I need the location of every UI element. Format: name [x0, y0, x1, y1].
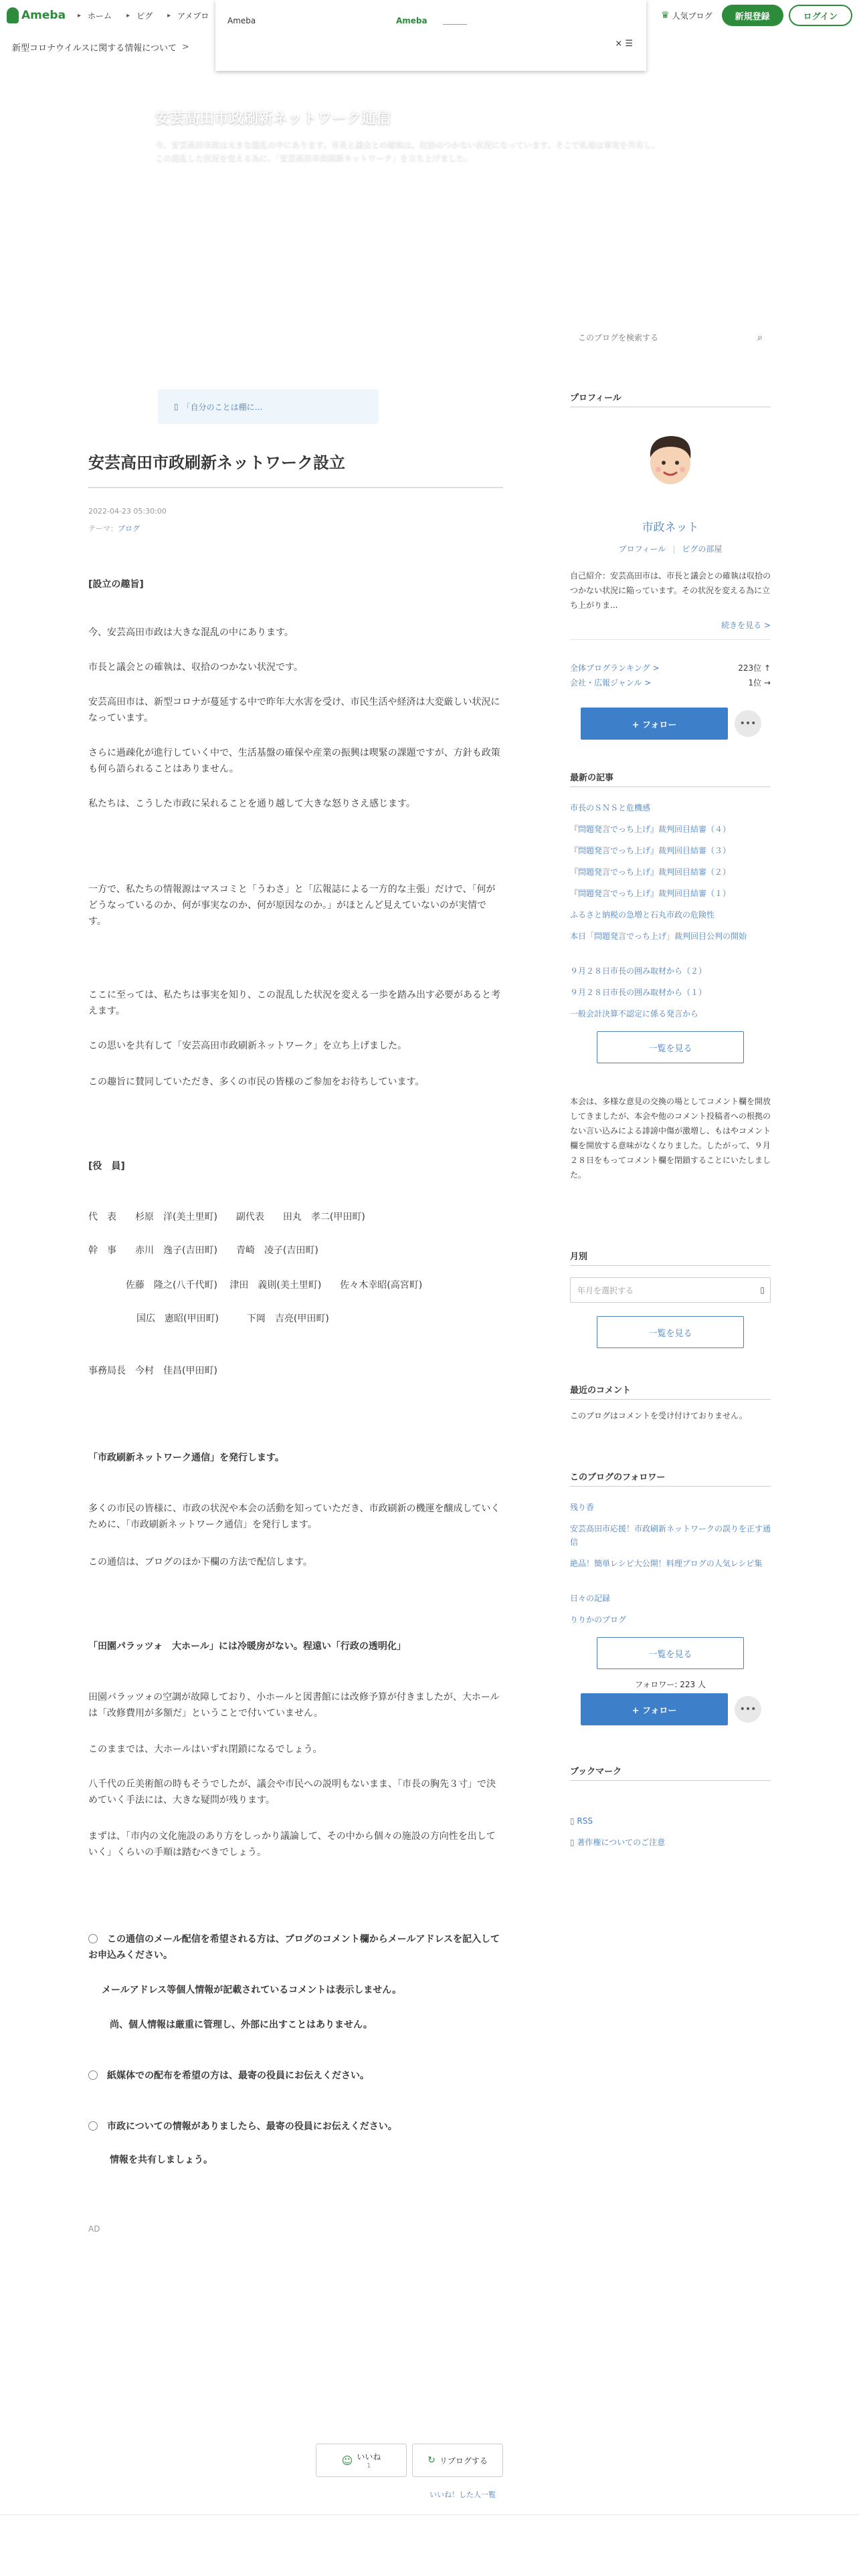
post-title[interactable]: 安芸高田市政刷新ネットワーク設立	[88, 453, 345, 472]
cloud	[549, 167, 803, 227]
post-theme	[88, 523, 140, 534]
blog-nav-top-label: ブログトップ	[95, 333, 143, 342]
blog-nav-images[interactable]	[231, 332, 272, 343]
sidebar-divider	[570, 1486, 771, 1487]
avatar[interactable]	[637, 424, 704, 491]
blog-search-input[interactable]	[570, 326, 749, 350]
nav-pigg[interactable]	[126, 10, 153, 21]
post-date: 2022-04-23 05:30:00	[88, 507, 167, 516]
chevron-right-icon: >	[181, 41, 189, 52]
post-paragraph: 情報を共有しましょう。	[110, 2155, 213, 2165]
intro-link[interactable]	[158, 389, 379, 424]
ranking-value: 1位 →	[748, 678, 771, 687]
profile-name[interactable]: 市政ネット	[642, 521, 699, 534]
login-button[interactable]: ログイン	[789, 5, 852, 26]
ranking-label: 会社・広報ジャンル >	[570, 678, 652, 687]
chevron-down-icon: ▯	[760, 1285, 765, 1295]
post-paragraph: 代 表 杉原 洋(美土里町) 副代表 田丸 孝二(甲田町)	[88, 1212, 365, 1222]
title-divider	[88, 487, 503, 488]
post-paragraph: 事務局長 今村 佳昌(甲田町)	[88, 1366, 217, 1376]
separator: |	[672, 544, 676, 554]
post-paragraph: [設立の趣旨]	[88, 579, 144, 590]
cloud	[174, 174, 455, 227]
nav-amepro[interactable]	[167, 10, 209, 21]
more-options-button[interactable]: •••	[735, 710, 761, 737]
followers-heading: このブログのフォロワー	[570, 1473, 666, 1483]
search-icon[interactable]: ⌕	[757, 332, 763, 343]
pigg-room-link[interactable]: ピグの部屋	[682, 544, 723, 554]
followers-more-button[interactable]: 一覧を見る	[597, 1637, 744, 1669]
recent-item[interactable]: 本日「問題発言でっち上げ」裁判回目公判の開始	[570, 932, 747, 941]
blog-nav-top[interactable]	[87, 332, 143, 343]
signup-button[interactable]: 新規登録	[722, 5, 783, 26]
recent-item[interactable]: 『問題発言でっち上げ』裁判回目結審（４）	[570, 825, 731, 834]
blog-nav	[87, 332, 296, 343]
profile-heading: プロフィール	[570, 393, 622, 403]
like-button[interactable]	[316, 2444, 407, 2477]
nav-pigg-label: ピグ	[136, 11, 153, 21]
header-actions	[661, 5, 852, 26]
post-paragraph: 「田園パラッツォ 大ホール」には冷暖房がない。程遠い「行政の透明化」	[88, 1641, 406, 1652]
sidebar-divider	[570, 1265, 771, 1266]
ad-underline	[443, 24, 467, 25]
recent-item[interactable]: ９月２８日市長の囲み取材から（１）	[570, 988, 707, 997]
ranking-label: 全体ブログランキング >	[570, 663, 660, 673]
popular-blogs-label: 人気ブログ	[672, 11, 712, 21]
radio-paragraph-2	[88, 2068, 503, 2084]
radio-text: この通信のメール配信を希望される方は、ブログのコメント欄からメールアドレスを記入してお申込みください。	[88, 1934, 500, 1961]
theme-link[interactable]: ブログ	[118, 524, 140, 533]
ameba-logo[interactable]	[7, 7, 66, 23]
rss-label: RSS	[577, 1816, 593, 1826]
post-paragraph: 「市政刷新ネットワーク通信」を発行します。	[88, 1453, 284, 1463]
comments-heading: 最近のコメント	[570, 1386, 632, 1396]
document-icon: ▯	[570, 1838, 577, 1847]
follower-item[interactable]: 絶品！簡単レシピ大公開！料理ブログの人気レシピ集	[570, 1559, 763, 1568]
copyright-link[interactable]	[570, 1836, 665, 1848]
ameba-logo-text: Ameba	[21, 9, 66, 22]
sidebar-divider	[570, 1780, 771, 1781]
recent-more-button[interactable]: 一覧を見る	[597, 1031, 744, 1063]
recent-item[interactable]: 『問題発言でっち上げ』裁判回目結審（２）	[570, 867, 731, 877]
radio-paragraph-3	[88, 2119, 503, 2135]
ad-label: AD	[88, 2224, 100, 2234]
nav-home[interactable]	[78, 10, 112, 21]
post-paragraph: 今、安芸高田市政は大きな混乱の中にあります。	[88, 627, 294, 638]
post-paragraph: この趣旨に賛同していただき、多くの市民の皆様のご参加をお待ちしています。	[88, 1077, 425, 1087]
ad-label: Ameba	[227, 16, 256, 25]
profile-links	[570, 543, 771, 554]
nav-home-label: ホーム	[88, 11, 112, 21]
list-icon: ▯	[167, 333, 171, 342]
bookmark-heading: ブックマーク	[570, 1767, 622, 1777]
sidebar-divider	[570, 1399, 771, 1400]
pig-icon: ▸	[126, 12, 130, 19]
image-icon: ▯	[231, 333, 235, 342]
ranking-value: 223位 ↑	[738, 663, 771, 673]
ranking-overall[interactable]	[570, 662, 771, 673]
ad-overlay	[215, 0, 646, 71]
month-select-value: 年月を選択する	[577, 1285, 634, 1295]
recent-heading: 最新の記事	[570, 773, 614, 783]
liked-users-link[interactable]: いいね！した人一覧	[430, 2490, 496, 2499]
like-text	[357, 2451, 381, 2470]
sidebar-divider	[570, 639, 771, 640]
blog-nav-entries-label: 記事一覧	[175, 333, 207, 342]
copyright-label: 著作権についてのご注意	[577, 1838, 666, 1847]
post-paragraph: 市長と議会との確執は、収拾のつかない状況です。	[88, 662, 303, 673]
post-paragraph: [役 員]	[88, 1161, 125, 1172]
post-paragraph: さらに過疎化が進行していく中で、生活基盤の確保や産業の振興は喫緊の課題ですが、方針も政策も何ら語られることはありません。	[88, 748, 500, 774]
ranking-genre[interactable]	[570, 677, 771, 688]
notice-text: 新型コロナウイルスに関する情報について	[12, 43, 177, 53]
nav-amepro-label: アメプロ	[177, 11, 209, 21]
rss-icon: ▯	[570, 1816, 577, 1826]
profile-intro: 自己紹介：安芸高田市は、市長と議会との確執は収拾のつかない状況に陥っています。その状況を変える為に立ち上がりま...	[570, 571, 771, 610]
recent-item[interactable]: 市長のＳＮＳと危機感	[570, 803, 651, 813]
blog-title[interactable]: 安芸高田市政刷新ネットワーク通信	[155, 110, 391, 127]
like-icon: ☺	[341, 2454, 353, 2467]
follow-button-2[interactable]: + フォロー	[581, 1693, 728, 1725]
home-icon: ▸	[78, 12, 82, 19]
follower-item[interactable]: 安芸高田市応援！市政刷新ネットワークの誤りを正す通信	[570, 1524, 771, 1547]
footer-divider	[0, 2514, 859, 2515]
month-more-button[interactable]: 一覧を見る	[597, 1316, 744, 1348]
reblog-button[interactable]	[412, 2444, 503, 2477]
post-paragraph: 国広 憲昭(甲田町) 下岡 吉亮(甲田町)	[136, 1313, 329, 1324]
post-paragraph: 尚、個人情報は厳重に管理し、外部に出すことはありません。	[110, 2020, 373, 2030]
comment-policy: 本会は、多様な意見の交換の場としてコメント欄を開放してきましたが、本会や他のコメント投稿者への根拠のない言い込みによる誹謗中傷が激増し、もはやコメント欄を開放する意味がなくなりました。したがって、９月２８日をもってコメント欄を閉鎖することにいたしました。	[570, 1097, 771, 1180]
blog-description: 今、安芸高田市政は大きな混乱の中にあります。市長と議会との確執は、収拾のつかない状況になっています。そこで私達は事実を共有し、この混乱した状況を変える為に、「安芸高田市政刷新ネットワーク」を立ち上げました。	[155, 140, 660, 163]
radio-circle-icon	[88, 2070, 98, 2080]
post-paragraph: 幹 事 赤川 逸子(吉田町) 青崎 凌子(吉田町)	[88, 1245, 318, 1256]
post-paragraph: ここに至っては、私たちは事実を知り、この混乱した状況を変える一歩を踏み出す必要があると考えます。	[88, 990, 500, 1016]
treeline	[0, 234, 859, 294]
radio-text: 市政についての情報がありましたら、最寄の役員にお伝えください。	[107, 2121, 397, 2132]
blog-search	[570, 325, 771, 350]
theme-label: テーマ：	[88, 524, 118, 533]
recent-item[interactable]: 『問題発言でっち上げ』裁判回目結審（１）	[570, 889, 731, 898]
post-paragraph: 佐藤 隆之(八千代町) 津田 義則(美土里町) 佐々木幸昭(高宮町)	[126, 1280, 423, 1291]
post-paragraph: 多くの市民の皆様に、市政の状況や本会の活動を知っていただき、市政刷新の機運を醸成していくために、「市政刷新ネットワーク通信」を発行します。	[88, 1503, 500, 1530]
post-paragraph: 私たちは、こうした市政に呆れることを通り越して大きな怒りさえ感じます。	[88, 798, 415, 809]
post-paragraph: 一方で、私たちの情報源はマスコミと「うわさ」と「広報誌による一方的な主張」だけで、「何がどうなっているのか、何が事実なのか、何が原因なのか。」がほとんど見えていないのが実情です。	[88, 884, 496, 927]
reblog-label: リブログする	[439, 2456, 488, 2466]
avatar-image	[637, 424, 704, 491]
ad-close-button[interactable]: × ☰	[615, 39, 633, 49]
home-icon: ▯	[87, 333, 92, 342]
post-paragraph: 安芸高田市は、新型コロナが蔓延する中で昨年大水害を受け、市民生活や経済は大変厳しい状況になっています。	[88, 697, 500, 724]
document-icon: ▯	[174, 402, 179, 411]
read-more-link[interactable]: 続きを見る >	[721, 621, 771, 630]
more-options-button-2[interactable]: •••	[735, 1696, 761, 1723]
post-paragraph: この通信は、ブログのほか下欄の方法で配信します。	[88, 1557, 312, 1568]
intro-link-label: 「自分のことは棚に…	[182, 402, 263, 412]
rss-link[interactable]	[570, 1816, 593, 1826]
radio-circle-icon	[88, 2121, 98, 2131]
recent-item[interactable]: 一般会計決算不認定に係る発言から	[570, 1009, 699, 1018]
popular-blogs-link[interactable]	[661, 10, 712, 21]
follower-count: フォロワー: 223 人	[635, 1680, 706, 1689]
post-paragraph: 田園パラッツォの空調が故障しており、小ホールと図書館には改修予算が付きましたが、大ホールは「改修費用が多額だ」ということで付いていません。	[88, 1692, 500, 1719]
amepro-icon: ▸	[167, 12, 171, 19]
reblog-icon: ↻	[427, 2455, 436, 2466]
post-paragraph: 八千代の丘美術館の時もそうでしたが、議会や市民への説明もないまま、「市長の胸先３寸」で決めていく手法には、大きな疑問が残ります。	[88, 1779, 496, 1806]
post-paragraph: このままでは、大ホールはいずれ閉鎖になるでしょう。	[88, 1744, 322, 1755]
recent-item[interactable]: 『問題発言でっち上げ』裁判回目結審（３）	[570, 846, 731, 855]
month-heading: 月別	[570, 1252, 588, 1262]
radio-text: 紙媒体での配布を希望の方は、最寄の役員にお伝えください。	[107, 2070, 369, 2081]
radio-circle-icon	[88, 1934, 98, 1943]
post-actions	[316, 2444, 503, 2477]
ad-link[interactable]: Ameba	[396, 16, 427, 25]
ameba-logo-icon	[7, 7, 19, 23]
recent-item[interactable]: ふるさと納税の急増と石丸市政の危険性	[570, 910, 715, 920]
recent-item[interactable]: ９月２８日市長の囲み取材から（２）	[570, 966, 707, 976]
covid-notice-bar[interactable]	[0, 32, 227, 62]
global-nav	[78, 10, 223, 21]
blog-nav-entries[interactable]	[167, 332, 207, 343]
follower-item[interactable]: 日々の記録	[570, 1594, 611, 1603]
blog-nav-images-label: 画像一覧	[239, 333, 272, 342]
radio-paragraph-1	[88, 1931, 503, 1963]
follower-item[interactable]: 残り香	[570, 1503, 595, 1512]
comments-note: このブログはコメントを受け付けておりません。	[570, 1411, 747, 1420]
month-select[interactable]	[570, 1277, 771, 1303]
follower-item[interactable]: りりかのブログ	[570, 1615, 627, 1624]
sidebar-divider	[570, 786, 771, 787]
post-paragraph: この思いを共有して「安芸高田市政刷新ネットワーク」を立ち上げました。	[88, 1041, 407, 1051]
cloud	[375, 60, 615, 134]
post-paragraph: まずは、「市内の文化施設のあり方をしっかり議論して、その中から個々の施設の方向性を出していく」くらいの手順は踏むべきでしょう。	[88, 1831, 496, 1858]
like-label: いいね	[357, 2452, 381, 2462]
post-paragraph: メールアドレス等個人情報が記載されているコメントは表示しません。	[102, 1985, 402, 1996]
follow-button[interactable]: + フォロー	[581, 708, 728, 740]
profile-link[interactable]: プロフィール	[618, 544, 666, 554]
crown-icon: ♛	[661, 10, 670, 21]
like-count: 1	[367, 2462, 371, 2470]
